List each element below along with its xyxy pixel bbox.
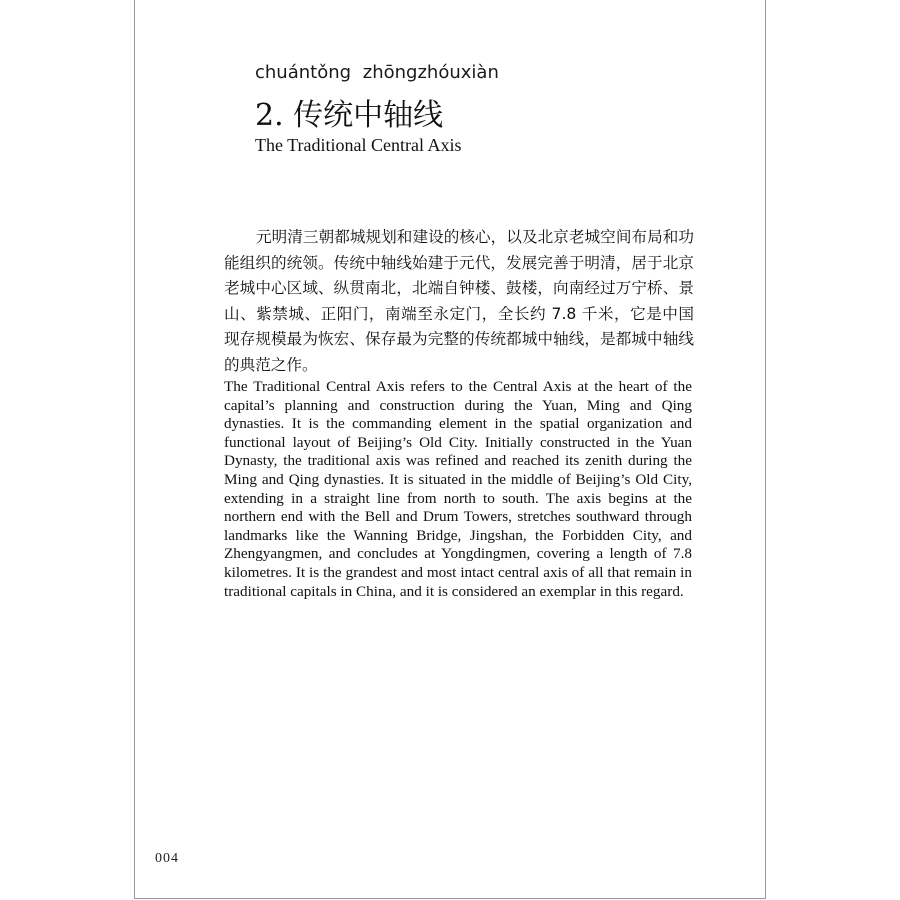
book-page [134, 0, 766, 899]
section-pinyin: chuántǒng zhōngzhóuxiàn [255, 62, 499, 83]
body-paragraph-english: The Traditional Central Axis refers to the Central Axis at the heart of the capital’s planning and construction during the Yuan, Ming and Qing dynasties. It is the commanding element in the spatial organization and functional layout of Beijing’s Old City. Initially constructed in the Yuan Dynasty, the traditional axis was refined and reached its zenith during the Ming and Qing dynasties. It is situated in the middle of Beijing’s Old City, extending in a straight line from north to south. The axis begins at the northern end with the Bell and Drum Towers, stretches southward through landmarks like the Wanning Bridge, Jingshan, the Forbidden City, and Zhengyangmen, and concludes at Yongdingmen, covering a length of 7.8 kilometres. It is the grandest and most intact central axis of all that remain in traditional capitals in China, and it is considered an exemplar in this regard. [224, 378, 692, 600]
section-title-english: The Traditional Central Axis [255, 135, 462, 155]
body-paragraph-chinese: 元明清三朝都城规划和建设的核心，以及北京老城空间布局和功能组织的统领。传统中轴线始建于元代，发展完善于明清，居于北京老城中心区域、纵贯南北，北端自钟楼、鼓楼，向南经过万宁桥、景山、紫禁城、正阳门，南端至永定门，全长约 7.8 千米，它是中国现存规模最为恢宏、保存最为完整的传统都城中轴线，是都城中轴线的典范之作。 [224, 228, 694, 374]
page-number: 004 [155, 851, 179, 866]
section-title-chinese: 2. 传统中轴线 [255, 98, 444, 133]
